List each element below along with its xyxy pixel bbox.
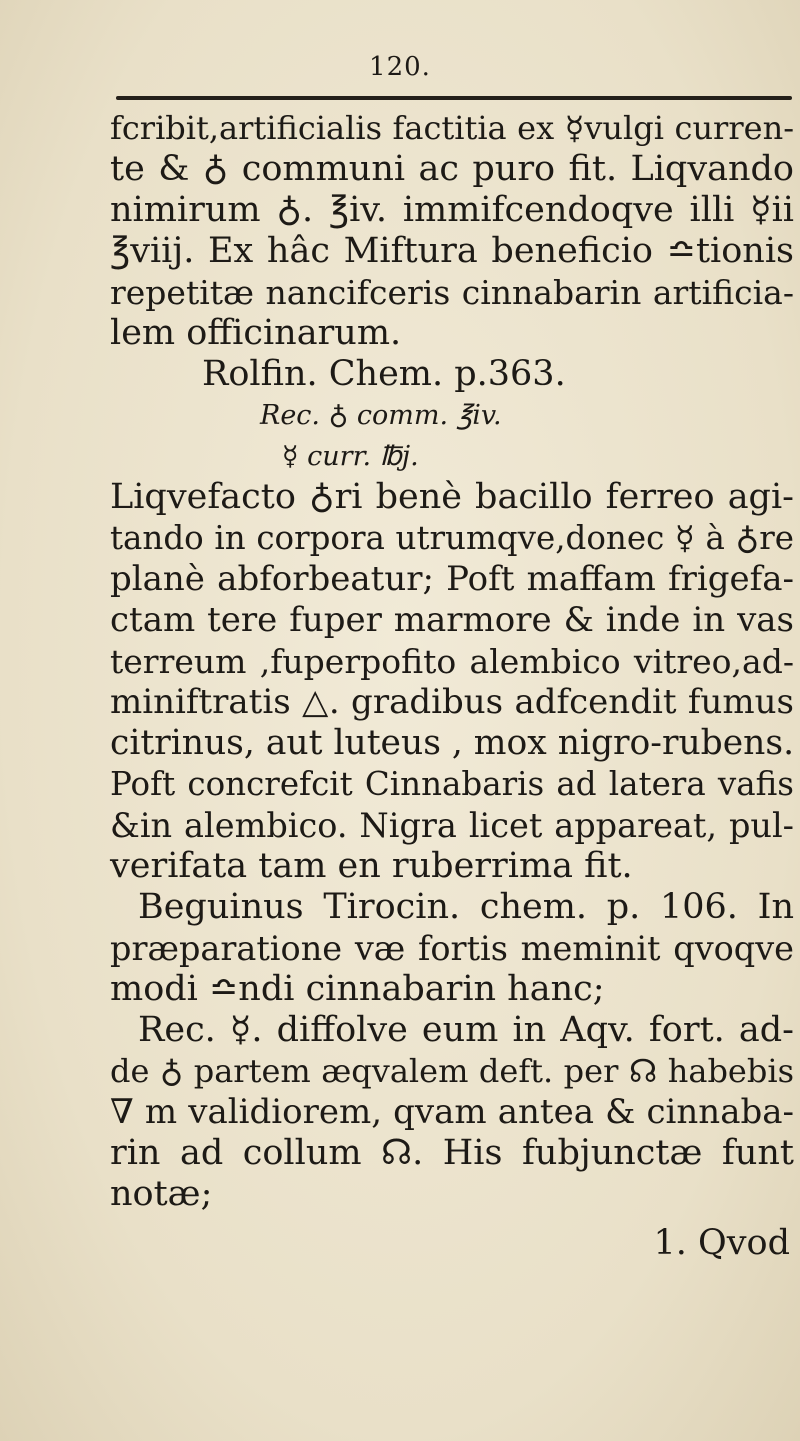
citation-line: Rolfin. Chem. p.363. xyxy=(202,354,566,394)
text-line: præparatione væ fortis meminit qvoqve xyxy=(110,929,794,968)
text-line: miniftratis △. gradibus adfcendit fumus xyxy=(110,682,794,722)
text-line: tando in corpora utrumqve,donec ☿ à ♁re xyxy=(110,519,794,557)
recipe-line: Rec. ♁ comm. ℥iv. xyxy=(260,400,502,431)
body-text xyxy=(110,108,794,1264)
text-line: planè abforbeatur; Poft maffam frigefa- xyxy=(110,559,794,599)
text-line: nimirum ♁. ℥iv. immifcendoqve illi ☿ii xyxy=(110,190,794,230)
text-line: Poft concrefcit Cinnabaris ad latera vafis xyxy=(110,765,794,803)
text-line: fcribit,artificialis factitia ex ☿vulgi curren- xyxy=(110,109,794,147)
text-line: notæ; xyxy=(110,1174,213,1214)
catchword-line: 1. Qvod xyxy=(653,1223,790,1263)
text-line: Liqvefacto ♁ri benè bacillo ferreo agi- xyxy=(110,477,794,517)
text-line: de ♁ partem æqvalem deft. per ☊ habebis xyxy=(110,1052,794,1090)
text-line: lem officinarum. xyxy=(110,313,402,353)
text-line: verifata tam en ruberrima fit. xyxy=(110,846,633,886)
header-rule xyxy=(116,96,792,100)
text-line: ctam tere fuper marmore & inde in vas xyxy=(110,600,794,640)
page-number: 120. xyxy=(369,52,431,82)
text-line: ∇ m validiorem, qvam antea & cinnaba- xyxy=(110,1092,794,1132)
text-line: terreum ,fuperpofito alembico vitreo,ad- xyxy=(110,642,794,681)
text-line: Rec. ☿. diffolve eum in Aqv. fort. ad- xyxy=(138,1010,794,1050)
citation-line: Beguinus Tirocin. chem. p. 106. In xyxy=(138,887,794,927)
text-line: te & ♁ communi ac puro fit. Liqvando xyxy=(110,149,794,189)
text-line: ℥viij. Ex hâc Miftura beneficio ≏tionis xyxy=(110,231,794,271)
text-line: modi ≏ndi cinnabarin hanc; xyxy=(110,969,605,1009)
recipe-line: ☿ curr. ℔j. xyxy=(282,441,419,472)
text-line: repetitæ nancifceris cinnabarin artificia- xyxy=(110,273,794,312)
text-line: rin ad collum ☊. His fubjunctæ funt xyxy=(110,1133,794,1173)
text-line: &in alembico. Nigra licet appareat, pul- xyxy=(110,806,794,845)
text-line: citrinus, aut luteus , mox nigro-rubens. xyxy=(110,723,795,763)
